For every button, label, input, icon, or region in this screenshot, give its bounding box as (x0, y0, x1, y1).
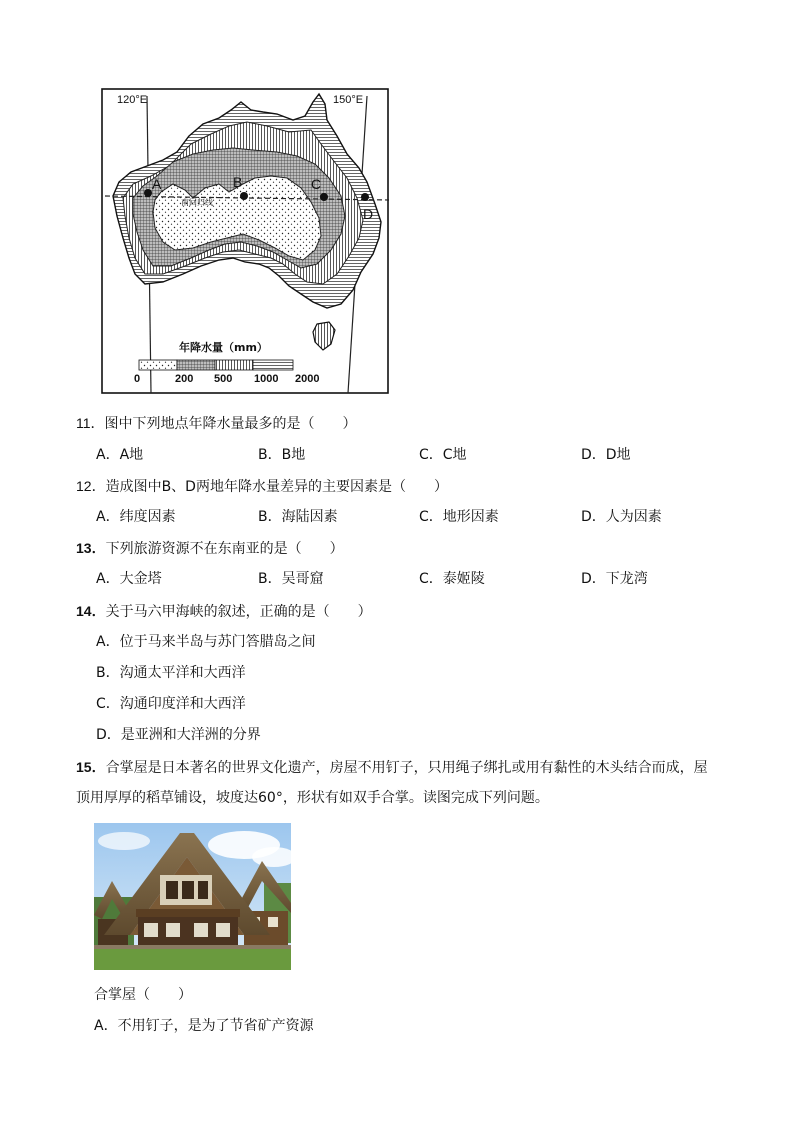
label-150e: 150°E (333, 94, 364, 106)
point-c-marker (320, 193, 328, 201)
question-11-stem (76, 413, 357, 434)
legend-swatch-1000-2000 (253, 360, 293, 370)
question-13-text: 下列旅游资源不在东南亚的是（ ） (105, 541, 344, 557)
point-a-marker (144, 189, 152, 197)
legend-swatch-500-1000 (215, 360, 253, 370)
q11-option-c: C．C地 (419, 447, 467, 463)
q11-option-b: B．B地 (258, 447, 306, 463)
point-a-label: A (152, 176, 162, 192)
question-14-stem (76, 601, 372, 622)
q14-option-d: D．是亚洲和大洋洲的分界 (96, 727, 261, 743)
question-13-number: 13． (76, 540, 106, 556)
question-14-text: 关于马六甲海峡的叙述，正确的是（ ） (105, 604, 372, 620)
australia-precipitation-map (101, 88, 389, 394)
label-120e: 120°E (117, 94, 148, 106)
q13-option-b: B．吴哥窟 (258, 571, 324, 587)
question-13-stem (76, 538, 344, 559)
q15-option-a: A．不用钉子，是为了节省矿产资源 (94, 1018, 314, 1034)
point-d-marker (361, 193, 369, 201)
q11-option-d: D．D地 (581, 447, 631, 463)
question-15-stem-line1 (76, 757, 708, 778)
question-11-number: 11． (76, 415, 105, 431)
legend-tick-2000: 2000 (295, 373, 320, 385)
question-12-stem (76, 476, 448, 497)
legend-swatch-200-500 (177, 360, 215, 370)
q12-option-c: C．地形因素 (419, 509, 499, 525)
legend-swatch-0-200 (139, 360, 177, 370)
legend-tick-1000: 1000 (254, 373, 279, 385)
legend-tick-500: 500 (214, 373, 233, 385)
gassho-house-photo (94, 823, 291, 970)
q13-option-c: C．泰姬陵 (419, 571, 485, 587)
q12-option-d: D．人为因素 (581, 509, 662, 525)
q13-option-d: D．下龙湾 (581, 571, 648, 587)
point-b-marker (240, 192, 248, 200)
question-15-text-line1: 合掌屋是日本著名的世界文化遗产，房屋不用钉子，只用绳子绑扎或用有黏性的木头结合而成，屋 (105, 760, 708, 776)
question-11-text: 图中下列地点年降水量最多的是（ ） (104, 416, 357, 432)
question-15-text-line2: 顶用厚厚的稻草铺设，坡度达60°，形状有如双手合掌。读图完成下列问题。 (76, 790, 549, 806)
question-12-text: 造成图中B、D两地年降水量差异的主要因素是（ ） (105, 479, 448, 495)
legend-tick-200: 200 (175, 373, 194, 385)
q14-option-b: B．沟通太平洋和大西洋 (96, 665, 246, 681)
point-c-label: C (311, 176, 322, 192)
question-15-sub-stem: 合掌屋（ ） (94, 987, 192, 1003)
q12-option-b: B．海陆因素 (258, 509, 338, 525)
tropic-label: 南回归线 (181, 198, 213, 207)
point-b-label: B (233, 174, 243, 190)
q12-option-a: A．纬度因素 (96, 509, 176, 525)
q14-option-a: A．位于马来半岛与苏门答腊岛之间 (96, 634, 316, 650)
question-15-number: 15． (76, 759, 106, 775)
legend-title: 年降水量（mm） (179, 341, 268, 354)
question-12-number: 12． (76, 478, 106, 494)
q11-option-a: A．A地 (96, 447, 144, 463)
legend-tick-0: 0 (134, 373, 141, 385)
q14-option-c: C．沟通印度洋和大西洋 (96, 696, 246, 712)
point-d-label: D (363, 206, 374, 222)
q13-option-a: A．大金塔 (96, 571, 162, 587)
question-14-number: 14． (76, 603, 106, 619)
